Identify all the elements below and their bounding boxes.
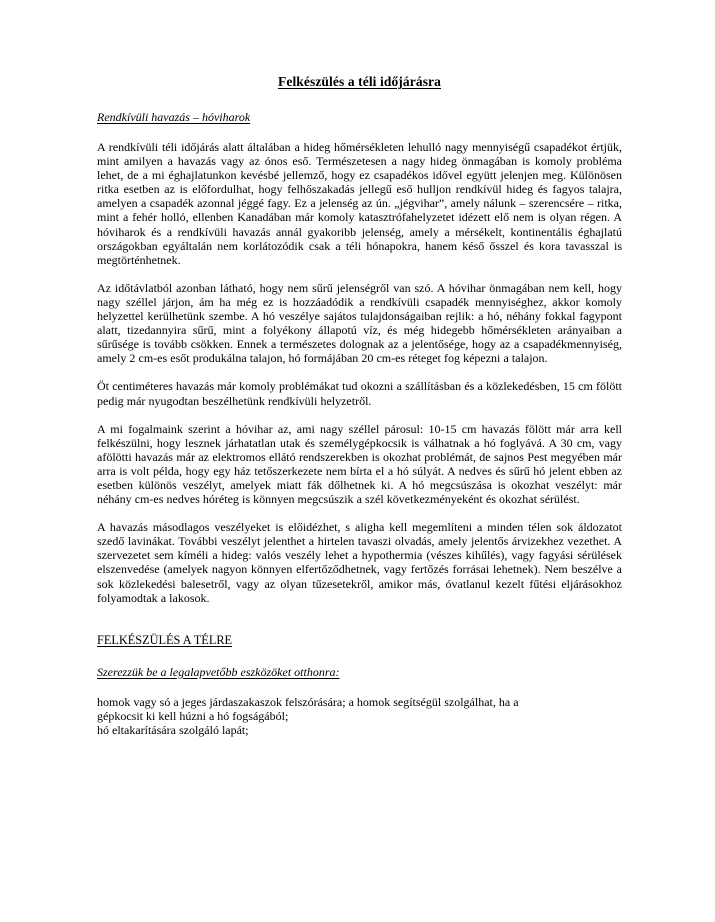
section-subtitle-snowstorm	[97, 110, 622, 124]
section-heading-text: FELKÉSZÜLÉS A TÉLRE	[97, 632, 233, 647]
section-heading-winter-prep	[97, 633, 622, 647]
section-spacer	[97, 619, 622, 633]
body-paragraph-2: Az időtávlatból azonban látható, hogy nem sűrű jelenségről van szó. A hóvihar önmagában nem kell, hogy nagy széllel járjon, ám ha még ez is hozzáadódik a rendkívüli csapadék mennyiséghez, akkor komoly helyzettel kerülhetünk szembe. A hó veszélye sajátos tulajdonságaiban rejlik: a hó, néhány fokkal fagypont alatt, tizedannyira sűrű, mint a folyékony állapotú víz, és még hidegebb hőmérsékleten arányaiban a sűrűsége is tovább csökken. Ennek a természetes dolognak az a jelentősége, hogy az a csapadékmennyiség, amely 2 cm-es esőt produkálna talajon, hó formájában 20 cm-es réteget fog képezni a talajon.	[97, 280, 622, 366]
list-item: gépkocsit ki kell húzni a hó fogságából;	[97, 708, 289, 723]
body-paragraph-3: Öt centiméteres havazás már komoly problémákat tud okozni a szállításban és a közlekedésben, 15 cm fölött pedig már nyugodtan beszélhetünk rendkívüli helyzetről.	[97, 379, 622, 408]
section-subtitle-text: Rendkívüli havazás – hóviharok	[97, 110, 251, 124]
body-paragraph-1: A rendkívüli téli időjárás alatt általában a hideg hőmérsékleten lehulló nagy mennyiségű csapadékot értjük, mint amilyen a havazás vagy az ónos eső. Természetesen a nagy hideg önmagában is komoly probléma lehet, de a mi éghajlatunkon kevésbé jellemző, hogy ez csapadékos idővel együtt jelenjen meg. Különösen ritka esetben az is előfordulhat, hogy felhőszakadás jellegű eső hulljon rendkívül hideg és fagyos talajra, amelyen a csapadék azonnal jéggé fagy. Ez a jelenség az ún. „jégvihar”, amely nálunk – szerencsére – ritka, mint a fehér holló, ellenben Kanadában már komoly katasztrófahelyzetet idézett elő nem is olyan régen. A hóviharok és a rendkívüli havazás annál gyakoribb jelenség, amely a mérsékelt, kontinentális éghajlatú országokban egyáltalán nem korlátozódik csak a téli hónapokra, hanem késő ősszel és kora tavasszal is megtörténhetnek.	[97, 140, 622, 267]
body-paragraph-5: A havazás másodlagos veszélyeket is előidézhet, s aligha kell megemlíteni a minden télen sok áldozatot szedő lavinákat. További veszélyt jelenthet a hirtelen tavaszi olvadás, amely jelentős árvizekhez vezethet. A szervezetet sem kíméli a hideg: valós veszély lehet a hypothermia (vészes kihűlés), vagy fagyási sérülések elszenvedése (amelyek nagyon könnyen elfertőződhetnek, vagy fertőzés forrásai lehetnek). Nem beszélve a sok közlekedési balesetről, vagy az olyan tűzesetekről, amikor más, óvatlanul kezelt fűtési eljárásokhoz folyamodtak a lakosok.	[97, 520, 622, 605]
page-title-text: Felkészülés a téli időjárásra	[278, 74, 441, 89]
page-title	[97, 74, 622, 90]
body-paragraph-4: A mi fogalmaink szerint a hóvihar az, ami nagy széllel párosul: 10-15 cm havazás fölött már arra kell felkészülni, hogy lesznek járhatatlan utak és személygépkocsik is válhatnak a hó foglyává. A 30 cm, vagy afölötti havazás már az elektromos ellátó rendszerekben is okozhat problémát, de sajnos Pest megyében már arra is volt példa, hogy egy ház tetőszerkezete nem bírta el a hó súlyát. A nedves és sűrű hó jelent ebben az esetben különös veszélyt, amelyek miatt fák dőlhetnek ki. A hó megcsúszása is okozhat veszélyt: már néhány cm-es nedves hóréteg is könnyen megcsúszik a szél következményeként és okozhat sérülést.	[97, 421, 622, 507]
list-item: hó eltakarítására szolgáló lapát;	[97, 722, 249, 737]
section-subtitle-equipment-text: Szerezzük be a legalapvetőbb eszközöket otthonra:	[97, 664, 340, 679]
section-subtitle-equipment	[97, 665, 622, 679]
list-item: homok vagy só a jeges járdaszakaszok felszórására; a homok segítségül szolgálhat, ha a	[97, 694, 519, 709]
